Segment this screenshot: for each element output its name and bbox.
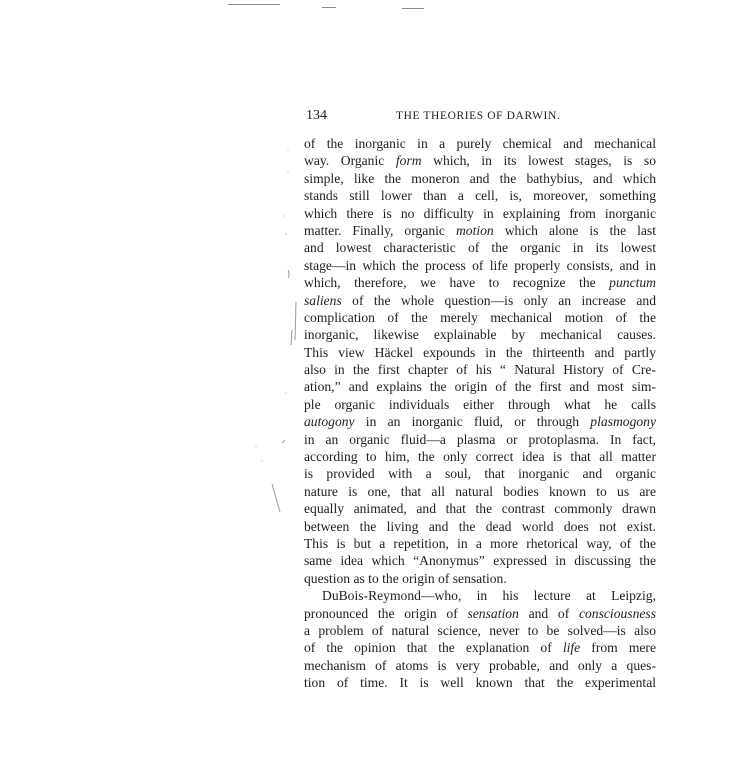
text-line: pronounced the origin of sensation and of consciousness xyxy=(304,605,656,621)
text-line: This view Häckel expounds in the thirteenth and partly xyxy=(304,344,656,360)
running-title: THE THEORIES OF DARWIN. xyxy=(396,110,561,122)
text-line: according to him, the only correct idea is that all matter xyxy=(304,449,656,465)
text-line: way. Organic form which, in its lowest stages, is so xyxy=(304,153,657,169)
text-line: complication of the merely mechanical motion of the xyxy=(304,309,656,325)
italic-term: form xyxy=(395,153,422,169)
text-line: also in the first chapter of his “ Natural History of Cre- xyxy=(304,362,656,378)
page-header xyxy=(306,108,656,126)
text-line: matter. Finally, organic motion which alone is the last xyxy=(304,222,656,238)
italic-term: plasmogony xyxy=(590,414,656,430)
text-line: ation,” and explains the origin of the first and most sim- xyxy=(304,379,656,395)
text-line: mechanism of atoms is very probable, and only a ques- xyxy=(304,657,656,673)
italic-term: saliens xyxy=(304,292,342,308)
text-line: DuBois-Reymond—who, in his lecture at Leipzig, xyxy=(322,588,656,604)
text-line: tion of time. It is well known that the experimental xyxy=(304,675,656,691)
text-line: question as to the origin of sensation. xyxy=(304,570,507,586)
page-number: 134 xyxy=(306,108,327,123)
text-line: a problem of natural science, never to be solved—is also xyxy=(304,622,656,638)
text-line: autogony in an inorganic fluid, or through plasmogony xyxy=(304,414,656,430)
margin-pencil-marks xyxy=(0,0,300,760)
text-line: which, therefore, we have to recognize the punctum xyxy=(304,275,656,291)
text-line: same idea which “Anonymus” expressed in discussing the xyxy=(304,553,656,569)
text-line: simple, like the moneron and the bathybius, and which xyxy=(304,170,656,186)
italic-term: autogony xyxy=(304,414,355,430)
body-text xyxy=(304,135,656,692)
text-line: inorganic, likewise explainable by mechanical causes. xyxy=(304,327,656,343)
italic-term: motion xyxy=(455,222,494,238)
text-line: which there is no difficulty in explaining from inorganic xyxy=(304,205,656,221)
italic-term: life xyxy=(562,640,581,656)
text-line: is provided with a soul, that inorganic and organic xyxy=(304,466,656,482)
text-line: saliens of the whole question—is only an increase and xyxy=(304,292,656,308)
italic-term: consciousness xyxy=(578,605,656,621)
text-line: and lowest characteristic of the organic in its lowest xyxy=(304,240,656,256)
text-line: between the living and the dead world does not exist. xyxy=(304,518,656,534)
italic-term: punctum xyxy=(609,275,656,291)
text-line: This is but a repetition, in a more rhetorical way, of the xyxy=(304,535,656,551)
text-line: equally animated, and that the contrast commonly drawn xyxy=(304,501,656,517)
text-line: stage—in which the process of life properly consists, and in xyxy=(304,257,656,273)
text-line: ple organic individuals either through what he calls xyxy=(304,396,656,412)
italic-term: sensation xyxy=(467,605,519,621)
text-line: nature is one, that all natural bodies known to us are xyxy=(304,483,656,499)
text-line: stands still lower than a cell, is, moreover, something xyxy=(304,188,656,204)
text-line: of the inorganic in a purely chemical and mechanical xyxy=(304,136,656,151)
text-line: in an organic fluid—a plasma or protoplasma. In fact, xyxy=(304,431,656,447)
text-line: of the opinion that the explanation of life from mere xyxy=(304,640,656,656)
